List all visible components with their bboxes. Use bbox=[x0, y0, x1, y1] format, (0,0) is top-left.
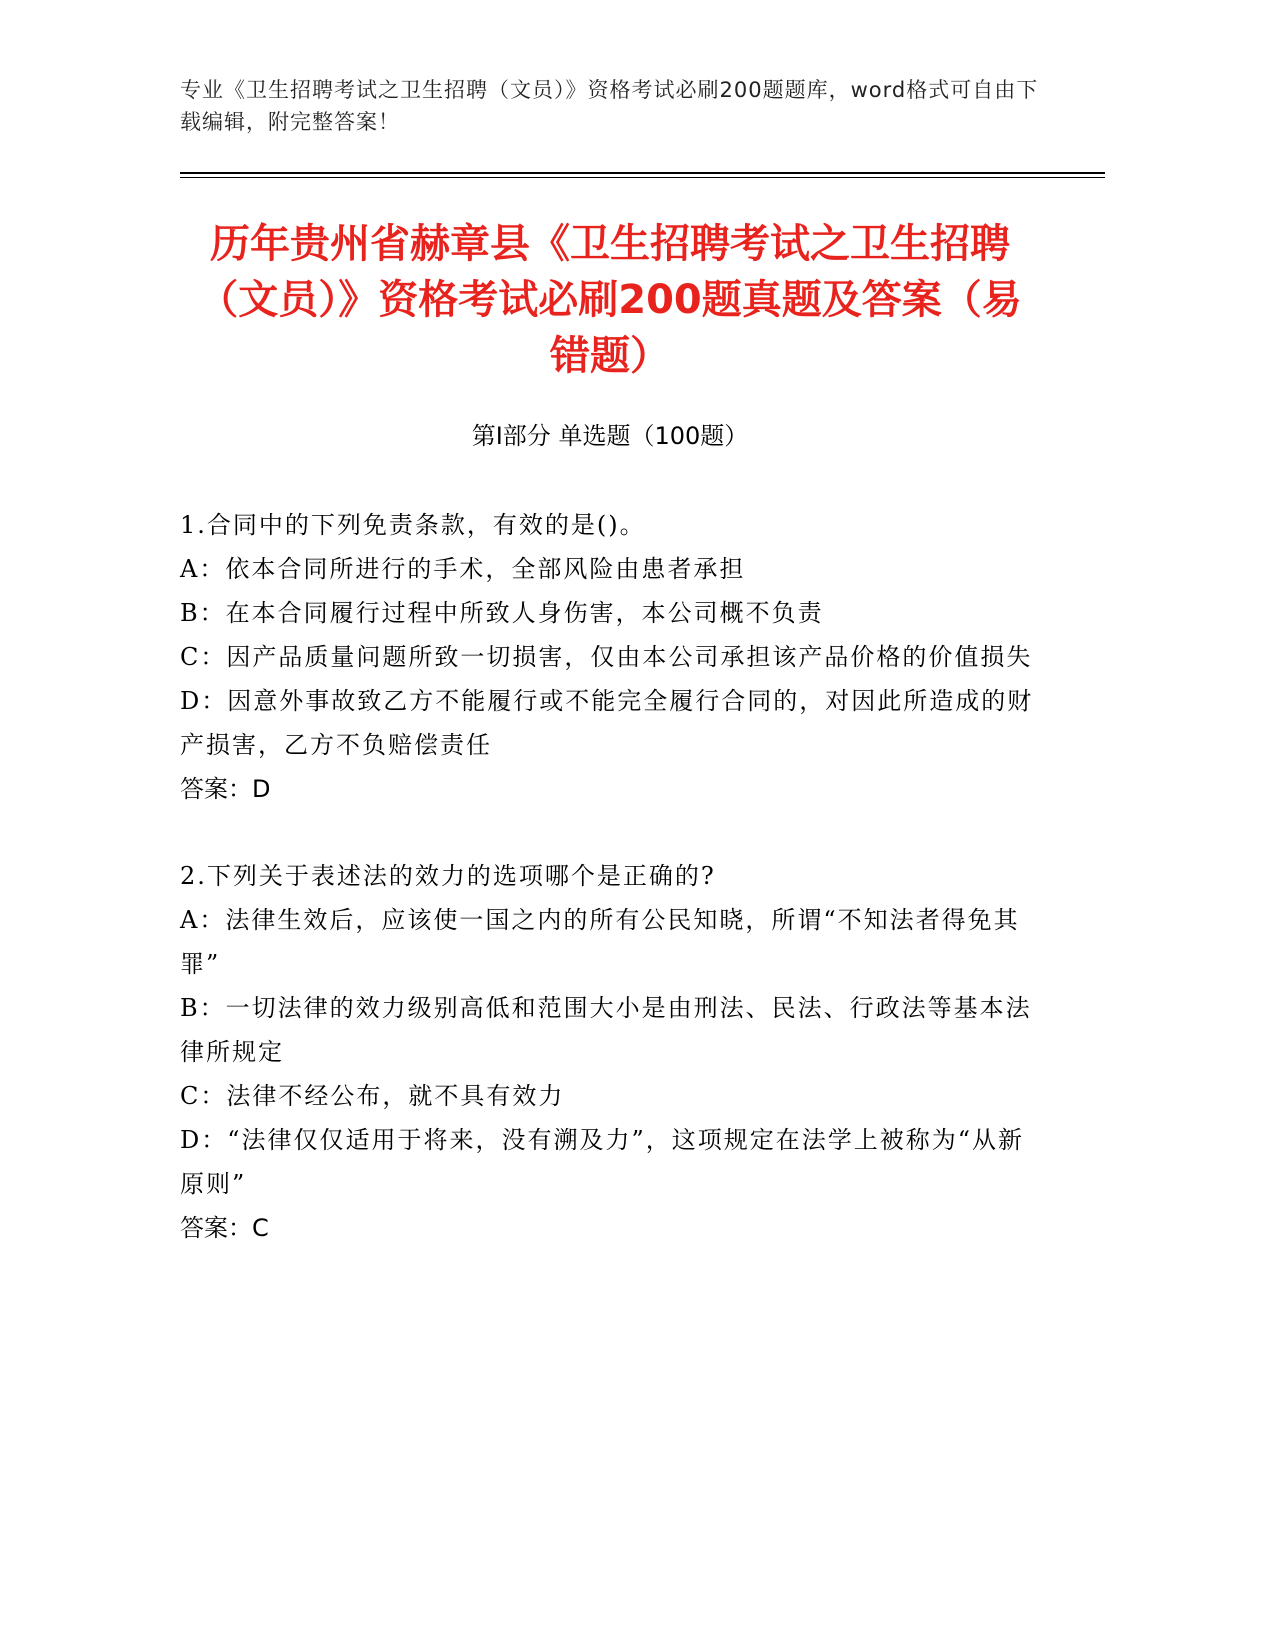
answer-label: 答案：C bbox=[180, 1214, 269, 1242]
question-stem: 2.下列关于表述法的效力的选项哪个是正确的? bbox=[180, 862, 716, 890]
option-a: A：法律生效后，应该使一国之内的所有公民知晓，所谓“不知法者得免其罪” bbox=[180, 906, 1020, 978]
question-1 bbox=[180, 503, 1040, 811]
header-divider bbox=[180, 172, 1105, 174]
option-a: A：依本合同所进行的手术，全部风险由患者承担 bbox=[180, 555, 746, 583]
option-b: B：一切法律的效力级别高低和范围大小是由刑法、民法、行政法等基本法律所规定 bbox=[180, 994, 1032, 1066]
answer-label: 答案：D bbox=[180, 775, 271, 803]
document-title: 历年贵州省赫章县《卫生招聘考试之卫生招聘（文员）》资格考试必刷200题真题及答案（易错题） bbox=[198, 221, 1022, 379]
section-title: 第Ⅰ部分 单选题（100题） bbox=[471, 422, 749, 450]
question-2 bbox=[180, 854, 1040, 1250]
header-note: 专业《卫生招聘考试之卫生招聘（文员）》资格考试必刷200题题库，word格式可自由下载编辑，附完整答案！ bbox=[180, 78, 1039, 134]
question-stem: 1.合同中的下列免责条款，有效的是()。 bbox=[180, 511, 646, 539]
option-d: D：“法律仅仅适用于将来，没有溯及力”，这项规定在法学上被称为“从新原则” bbox=[180, 1126, 1025, 1198]
option-c: C：法律不经公布，就不具有效力 bbox=[180, 1082, 565, 1110]
option-c: C：因产品质量问题所致一切损害，仅由本公司承担该产品价格的价值损失 bbox=[180, 643, 1033, 671]
option-b: B：在本合同履行过程中所致人身伤害，本公司概不负责 bbox=[180, 599, 824, 627]
question-list bbox=[180, 503, 1040, 1293]
option-d: D：因意外事故致乙方不能履行或不能完全履行合同的，对因此所造成的财产损害，乙方不负赔偿责任 bbox=[180, 687, 1034, 759]
header-divider-thin bbox=[180, 177, 1105, 178]
